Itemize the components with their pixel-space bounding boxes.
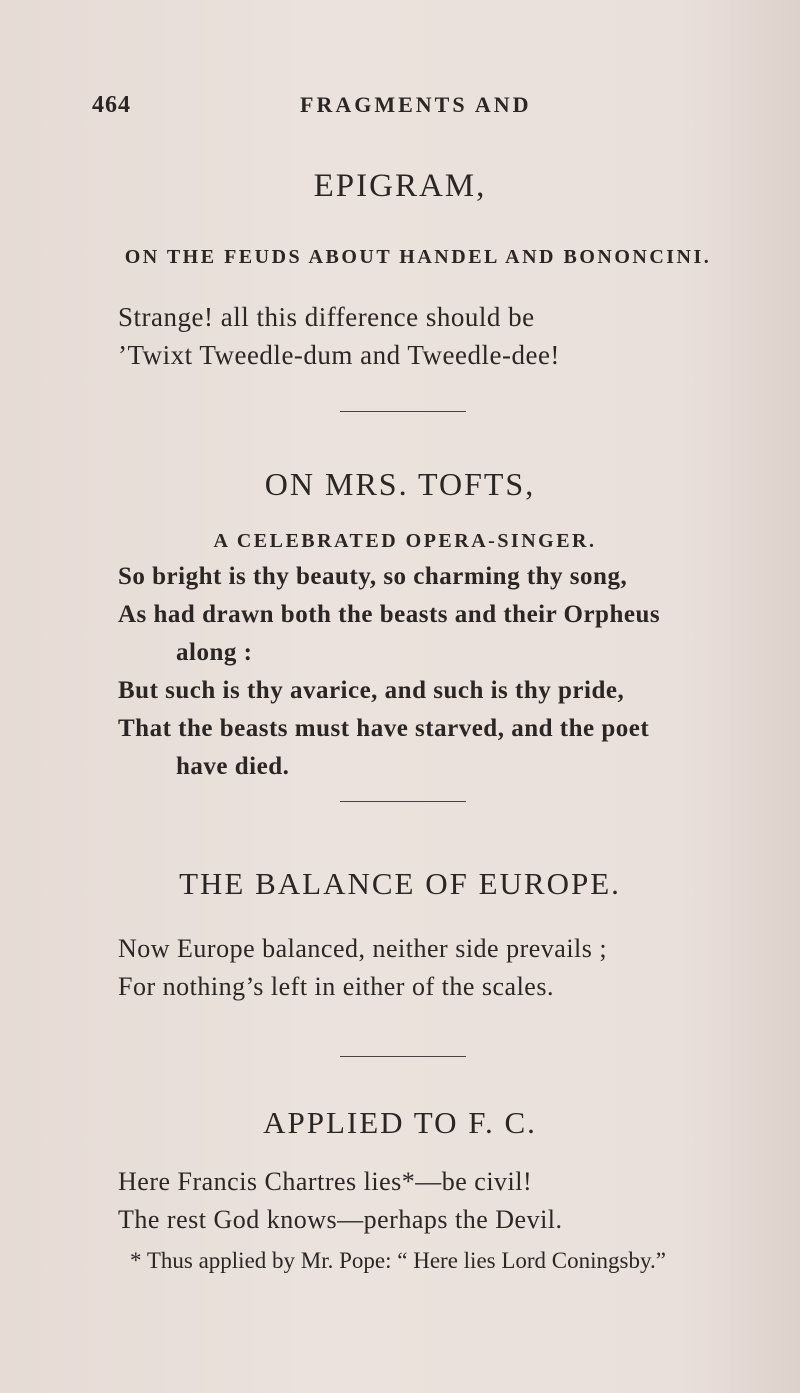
verse-line: So bright is thy beauty, so charming thy song, bbox=[118, 563, 628, 590]
verse-line: That the beasts must have starved, and the poet bbox=[118, 715, 650, 742]
verse-line: As had drawn both the beasts and their Orpheus bbox=[118, 601, 661, 628]
epigram-verse bbox=[118, 298, 560, 374]
applied-verse bbox=[118, 1163, 563, 1239]
verse-line: Now Europe balanced, neither side prevails ; bbox=[118, 934, 608, 963]
verse-line: have died. bbox=[176, 753, 290, 780]
epigram-title: EPIGRAM, bbox=[313, 168, 487, 204]
footnote: * Thus applied by Mr. Pope: “ Here lies Lord Coningsby.” bbox=[130, 1248, 666, 1273]
epigram-subtitle: ON THE FEUDS ABOUT HANDEL AND BONONCINI. bbox=[124, 246, 712, 268]
verse-line: Here Francis Chartres lies*—be civil! bbox=[118, 1167, 533, 1196]
verse-line: For nothing’s left in either of the scales. bbox=[118, 972, 554, 1001]
verse-line: ’Twixt Tweedle-dum and Tweedle-dee! bbox=[118, 340, 560, 370]
section-divider bbox=[340, 411, 466, 412]
tofts-subtitle: A CELEBRATED OPERA-SINGER. bbox=[213, 530, 597, 552]
tofts-title: ON MRS. TOFTS, bbox=[264, 466, 536, 502]
verse-line: The rest God knows—perhaps the Devil. bbox=[118, 1205, 563, 1234]
running-head: FRAGMENTS AND bbox=[300, 92, 532, 117]
page-header bbox=[92, 92, 740, 132]
section-divider bbox=[340, 1056, 466, 1057]
page-number: 464 bbox=[92, 92, 131, 118]
verse-line: But such is thy avarice, and such is thy pride, bbox=[118, 677, 625, 704]
verse-line: Strange! all this difference should be bbox=[118, 302, 535, 332]
tofts-verse bbox=[118, 558, 660, 786]
verse-line: along : bbox=[176, 639, 253, 666]
balance-title: THE BALANCE OF EUROPE. bbox=[179, 866, 621, 901]
section-divider bbox=[340, 801, 466, 802]
balance-verse bbox=[118, 930, 607, 1006]
applied-title: APPLIED TO F. C. bbox=[263, 1105, 537, 1140]
